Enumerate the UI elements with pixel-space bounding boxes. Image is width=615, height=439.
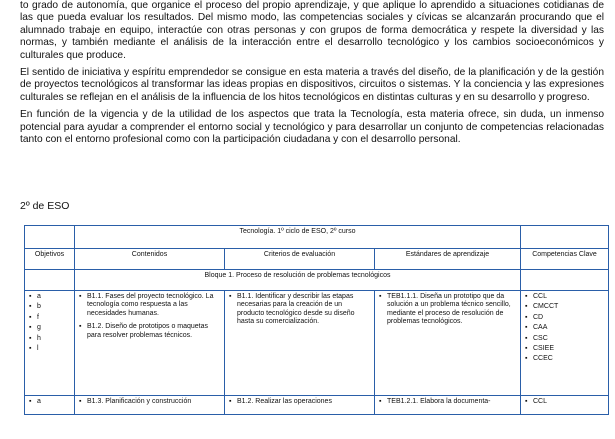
header-competencias: Competencias Clave (521, 249, 609, 270)
list-item: ▪ CSC (525, 335, 604, 343)
curriculum-table (24, 225, 609, 415)
criterios-list (229, 293, 370, 327)
table-header-row (25, 249, 609, 270)
list-item: ▪ l (29, 345, 70, 353)
block-spacer-right (521, 270, 609, 291)
list-item: ▪ CMCCT (525, 303, 604, 311)
table-caption-spacer (25, 226, 75, 249)
header-contenidos: Contenidos (75, 249, 225, 270)
list-item: ▪ h (29, 335, 70, 343)
contenidos-list (79, 293, 220, 340)
paragraph-1: to grado de autonomía, que organice el proceso del propio aprendizaje, y que aplique lo aprendido a situaciones cotidianas de las que pueda evaluar los resultados. Del mismo modo, las competencias sociales y cívicas se alcanzarán procurando que el alumnado trabaje en equipo, interactúe con otras personas y con grupos de forma democrática y respete la diversidad y las normas, y también mediante el análisis de la interacción entre el desarrollo tecnológico y los cambios socioeconómicos y culturales que produce. (20, 0, 604, 61)
list-item: ▪ B1.1. Identificar y describir las etapas necesarias para la creación de un producto tecnológico desde su diseño hasta su comercialización. (229, 293, 370, 327)
table-caption-spacer-right (521, 226, 609, 249)
list-item: ▪ CAA (525, 324, 604, 332)
block-spacer (25, 270, 75, 291)
table-caption: Tecnología. 1º ciclo de ESO, 2º curso (75, 226, 521, 249)
list-item: ▪ a (29, 398, 70, 406)
list-item: ▪ f (29, 314, 70, 322)
list-item: ▪ a (29, 293, 70, 301)
list-item: ▪ TEB1.1.1. Diseña un prototipo que da solución a un problema técnico sencillo, mediante el proceso de resolución de problemas tecnológicos. (379, 293, 516, 327)
header-criterios: Criterios de evaluación (225, 249, 375, 270)
paragraph-3: En función de la vigencia y de la utilidad de los aspectos que trata la Tecnología, esta materia ofrece, sin duda, un inmenso potencial para ayudar a comprender el entorno social y tecnológico y para desarrollar un conjunto de competencias relacionadas tanto con el entorno profesional como con la participación ciudadana y con el desarrollo personal. (20, 109, 604, 146)
objetivos-list (29, 293, 70, 353)
competencias-list (525, 293, 604, 364)
list-item: ▪ B1.2. Diseño de prototipos o maquetas para resolver problemas técnicos. (79, 323, 220, 340)
list-item: ▪ CCL (525, 293, 604, 301)
estandares-list (379, 293, 516, 327)
header-estandares: Estándares de aprendizaje (375, 249, 521, 270)
block-title: Bloque 1. Proceso de resolución de problemas tecnológicos (75, 270, 521, 291)
body-text (20, 0, 604, 151)
table-row (25, 291, 609, 396)
header-objetivos: Objetivos (25, 249, 75, 270)
list-item: ▪ g (29, 324, 70, 332)
list-item: ▪ CCEC (525, 355, 604, 363)
section-heading: 2º de ESO (20, 200, 70, 212)
list-item: ▪ TEB1.2.1. Elabora la documenta- (379, 398, 516, 406)
list-item: ▪ CD (525, 314, 604, 322)
list-item: ▪ B1.3. Planificación y construcción (79, 398, 220, 406)
list-item: ▪ B1.1. Fases del proyecto tecnológico. La tecnología como respuesta a las necesidades humanas. (79, 293, 220, 318)
list-item: ▪ CCL (525, 398, 604, 406)
list-item: ▪ B1.2. Realizar las operaciones (229, 398, 370, 406)
paragraph-2: El sentido de iniciativa y espíritu emprendedor se consigue en esta materia a través del diseño, de la planificación y de la gestión de proyectos tecnológicos al transformar las ideas propias en dispositivos, circuitos o sistemas. Y la conciencia y las expresiones culturales se reflejan en el análisis de la influencia de los hitos tecnológicos en distintas culturas y en su desarrollo y progreso. (20, 67, 604, 103)
table-row (25, 396, 609, 415)
list-item: ▪ b (29, 303, 70, 311)
list-item: ▪ CSIEE (525, 345, 604, 353)
